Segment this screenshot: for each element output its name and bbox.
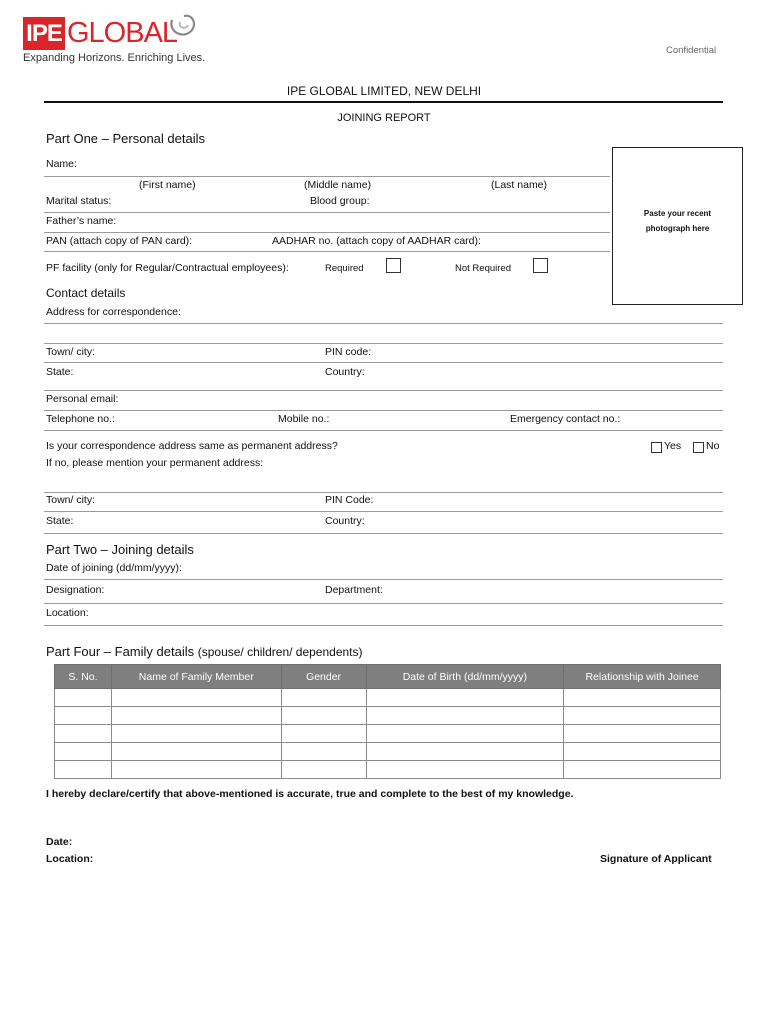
table-cell[interactable] xyxy=(111,689,281,707)
same-address-no-checkbox[interactable] xyxy=(693,442,704,453)
logo-tagline: Expanding Horizons. Enriching Lives. xyxy=(23,52,206,64)
title-divider xyxy=(44,101,723,103)
table-cell[interactable] xyxy=(366,689,564,707)
address-input-line-2[interactable] xyxy=(44,343,723,344)
same-address-yes-checkbox[interactable] xyxy=(651,442,662,453)
table-cell[interactable] xyxy=(564,725,721,743)
table-cell[interactable] xyxy=(111,743,281,761)
col-s-no: S. No. xyxy=(55,665,112,689)
table-cell[interactable] xyxy=(366,707,564,725)
table-cell[interactable] xyxy=(281,725,366,743)
company-title: IPE GLOBAL LIMITED, NEW DELHI xyxy=(286,84,482,98)
table-cell[interactable] xyxy=(366,743,564,761)
same-address-no-label: No xyxy=(706,440,720,452)
logo-swirl-icon xyxy=(166,10,198,42)
table-cell[interactable] xyxy=(281,689,366,707)
table-cell[interactable] xyxy=(281,707,366,725)
table-cell[interactable] xyxy=(564,743,721,761)
designation-input-line[interactable] xyxy=(44,603,723,604)
table-cell[interactable] xyxy=(366,761,564,779)
declaration-text: I hereby declare/certify that above-mentioned is accurate, true and complete to the best of my knowledge. xyxy=(46,788,574,800)
mobile-label: Mobile no.: xyxy=(278,413,330,425)
permanent-state-label: State: xyxy=(46,515,74,527)
name-label: Name: xyxy=(46,158,77,170)
table-cell[interactable] xyxy=(564,707,721,725)
table-row xyxy=(55,725,721,743)
table-cell[interactable] xyxy=(111,761,281,779)
same-address-yes-label: Yes xyxy=(664,440,682,452)
table-cell[interactable] xyxy=(564,689,721,707)
pf-not-required-label: Not Required xyxy=(455,263,511,274)
table-row xyxy=(55,707,721,725)
contact-heading: Contact details xyxy=(46,286,126,300)
designation-label: Designation: xyxy=(46,584,105,596)
last-name-caption: (Last name) xyxy=(491,179,548,191)
emergency-contact-label: Emergency contact no.: xyxy=(510,413,621,425)
permanent-state-input-line[interactable] xyxy=(44,533,723,534)
table-cell[interactable] xyxy=(55,743,112,761)
table-cell[interactable] xyxy=(111,707,281,725)
col-date-of-birth: Date of Birth (dd/mm/yyyy) xyxy=(366,665,564,689)
table-row xyxy=(55,689,721,707)
photo-placeholder[interactable] xyxy=(612,147,743,305)
table-cell[interactable] xyxy=(111,725,281,743)
part-four-title: Part Four – Family details xyxy=(46,644,195,659)
part-four-subtitle: (spouse/ children/ dependents) xyxy=(197,645,363,659)
doj-input-line[interactable] xyxy=(44,579,723,580)
part-two-heading: Part Two – Joining details xyxy=(46,542,194,557)
address-label: Address for correspondence: xyxy=(46,306,181,318)
table-cell[interactable] xyxy=(366,725,564,743)
fathers-name-input-line[interactable] xyxy=(44,232,610,233)
blood-group-label: Blood group: xyxy=(310,195,370,207)
logo-ipe-mark: IPE xyxy=(23,17,65,50)
town-input-line[interactable] xyxy=(44,362,723,363)
table-cell[interactable] xyxy=(55,725,112,743)
table-row xyxy=(55,761,721,779)
family-table-body xyxy=(55,689,721,779)
signature-label: Signature of Applicant xyxy=(600,853,712,865)
personal-email-label: Personal email: xyxy=(46,393,119,405)
marital-input-line[interactable] xyxy=(44,212,610,213)
address-input-line-1[interactable] xyxy=(44,323,723,324)
aadhar-label: AADHAR no. (attach copy of AADHAR card): xyxy=(272,235,481,247)
pf-not-required-checkbox[interactable] xyxy=(533,258,548,273)
date-of-joining-label: Date of joining (dd/mm/yyyy): xyxy=(46,562,182,574)
telephone-label: Telephone no.: xyxy=(46,413,115,425)
pan-input-line[interactable] xyxy=(44,251,610,252)
first-name-caption: (First name) xyxy=(139,179,196,191)
permanent-pin-label: PIN Code: xyxy=(325,494,374,506)
footer-date-label: Date: xyxy=(46,836,73,848)
report-title: JOINING REPORT xyxy=(337,112,431,124)
pin-label: PIN code: xyxy=(325,346,372,358)
location-label: Location: xyxy=(46,607,89,619)
pan-label: PAN (attach copy of PAN card): xyxy=(46,235,193,247)
permanent-country-label: Country: xyxy=(325,515,365,527)
confidential-label: Confidential xyxy=(666,45,717,56)
logo-global-text: GLOBAL xyxy=(67,17,178,49)
fathers-name-label: Father’s name: xyxy=(46,215,117,227)
pf-facility-label: PF facility (only for Regular/Contractual employees): xyxy=(46,262,289,274)
col-relationship: Relationship with Joinee xyxy=(564,665,721,689)
location-input-line[interactable] xyxy=(44,625,723,626)
state-label: State: xyxy=(46,366,74,378)
permanent-address-prompt: If no, please mention your permanent address: xyxy=(46,457,264,469)
name-input-line[interactable] xyxy=(44,176,610,177)
table-cell[interactable] xyxy=(55,761,112,779)
state-input-line[interactable] xyxy=(44,390,723,391)
footer-location-label: Location: xyxy=(46,853,94,865)
table-row xyxy=(55,743,721,761)
phone-input-line[interactable] xyxy=(44,430,723,431)
pf-required-checkbox[interactable] xyxy=(386,258,401,273)
part-four-heading xyxy=(46,644,363,659)
part-one-heading: Part One – Personal details xyxy=(46,131,205,146)
town-label: Town/ city: xyxy=(46,346,96,358)
family-details-table xyxy=(54,664,721,779)
photo-instruction: Paste your recent photograph here xyxy=(643,209,712,233)
table-cell[interactable] xyxy=(55,689,112,707)
table-header-row xyxy=(55,665,721,689)
table-cell[interactable] xyxy=(55,707,112,725)
email-input-line[interactable] xyxy=(44,410,723,411)
col-gender: Gender xyxy=(281,665,366,689)
permanent-town-input-line[interactable] xyxy=(44,511,723,512)
country-label: Country: xyxy=(325,366,365,378)
table-cell[interactable] xyxy=(281,761,366,779)
middle-name-caption: (Middle name) xyxy=(304,179,372,191)
same-address-question: Is your correspondence address same as permanent address? xyxy=(46,440,338,452)
table-cell[interactable] xyxy=(281,743,366,761)
permanent-town-label: Town/ city: xyxy=(46,494,96,506)
pf-required-label: Required xyxy=(325,263,364,274)
marital-status-label: Marital status: xyxy=(46,195,112,207)
permanent-address-input-line[interactable] xyxy=(44,492,723,493)
col-family-member-name: Name of Family Member xyxy=(111,665,281,689)
table-cell[interactable] xyxy=(564,761,721,779)
department-label: Department: xyxy=(325,584,383,596)
